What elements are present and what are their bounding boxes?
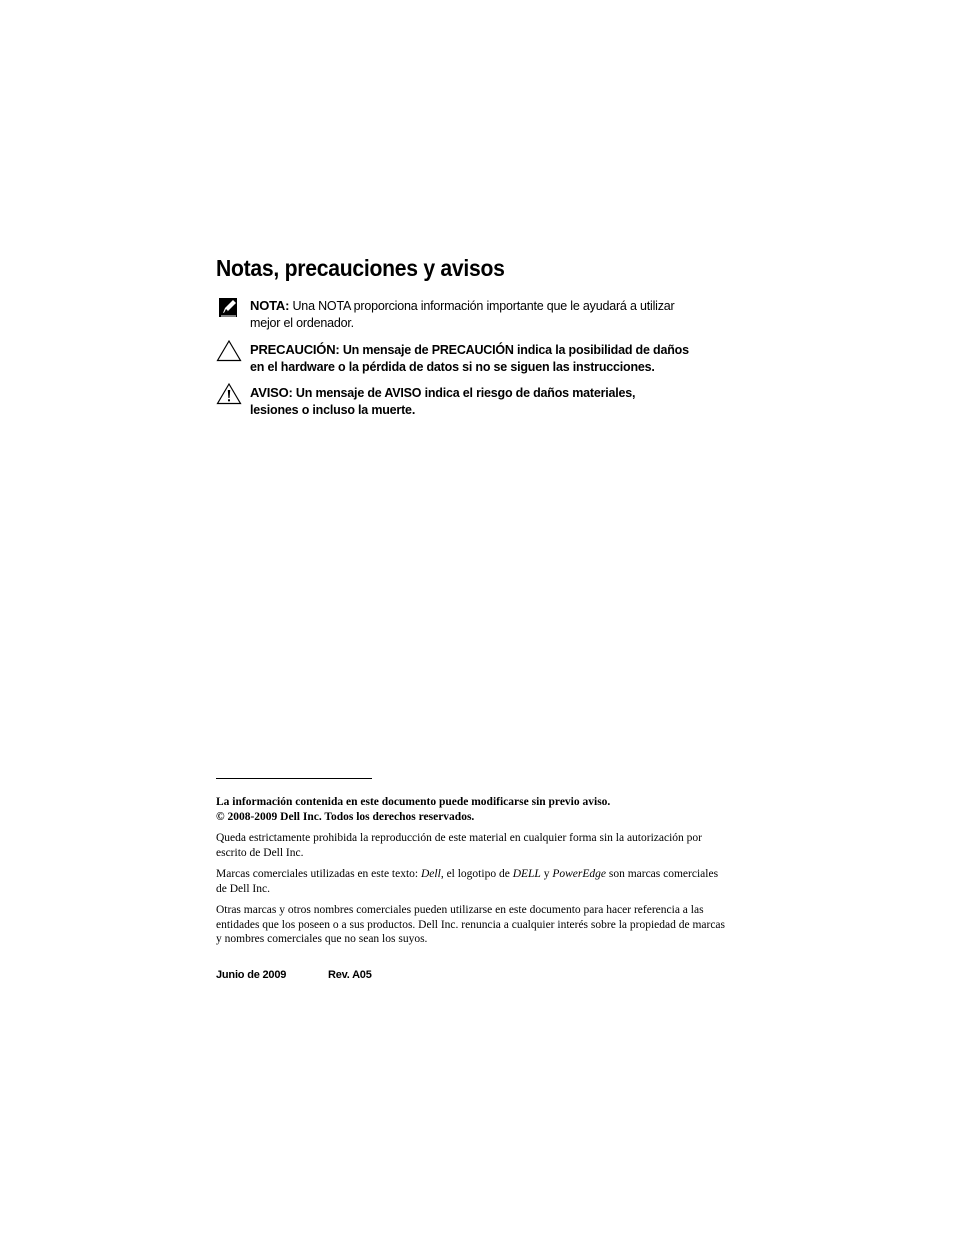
trademarks-mid1: , el logotipo de <box>440 868 513 880</box>
caution-line2: en el hardware o la pérdida de datos si no se siguen las instrucciones. <box>250 360 655 374</box>
trademark-poweredge: PowerEdge <box>552 868 606 880</box>
other-trademarks-notice: Otras marcas y otros nombres comerciales pueden utilizarse en este documento para hacer referencia a las entidades que los poseen o a sus productos. Dell Inc. renuncia a cualquier interés sobre la propiedad de marcas y nombres comerciales que no sean los suyos. <box>216 904 726 945</box>
footer <box>216 969 372 981</box>
caution-triangle-icon <box>216 339 242 363</box>
revision-label: Rev. A05 <box>328 969 372 981</box>
note-line2: mejor el ordenador. <box>250 316 354 330</box>
note-label: NOTA: <box>250 298 290 313</box>
trademark-dell-logo: DELL <box>512 868 541 880</box>
trademarks-mid2: y <box>540 868 553 880</box>
publication-date: Junio de 2009 <box>216 969 287 981</box>
warning-line1: Un mensaje de AVISO indica el riesgo de daños materiales, <box>295 386 636 400</box>
trademarks-prefix: Marcas comerciales utilizadas en este texto: <box>216 868 421 880</box>
page-title: Notas, precauciones y avisos <box>216 255 505 281</box>
warning-label: AVISO: <box>250 385 293 400</box>
caution-line1: Un mensaje de PRECAUCIÓN indica la posibilidad de daños <box>342 343 689 357</box>
note-pencil-icon <box>216 296 242 320</box>
warning-line2: lesiones o incluso la muerte. <box>250 403 416 417</box>
change-notice <box>216 795 726 824</box>
copyright-line: © 2008-2009 Dell Inc. Todos los derechos reservados. <box>216 810 475 823</box>
trademarks-suffix: son marcas comerciales de Dell Inc. <box>216 868 719 895</box>
note-line1: Una NOTA proporciona información importante que le ayudará a utilizar <box>292 299 675 313</box>
reproduction-notice: Queda estrictamente prohibida la reproducción de este material en cualquier forma sin la autorización por escrito de Dell Inc. <box>216 832 702 859</box>
footnote-rule <box>216 778 372 779</box>
trademarks-notice <box>216 867 726 896</box>
caution-text <box>250 341 720 376</box>
caution-label: PRECAUCIÓN: <box>250 342 340 357</box>
note-text <box>250 297 720 332</box>
trademark-dell: Dell <box>421 868 441 880</box>
warning-text <box>250 384 720 419</box>
change-notice-line1: La información contenida en este documento puede modificarse sin previo aviso. <box>216 796 611 808</box>
warning-exclamation-icon <box>216 382 242 406</box>
